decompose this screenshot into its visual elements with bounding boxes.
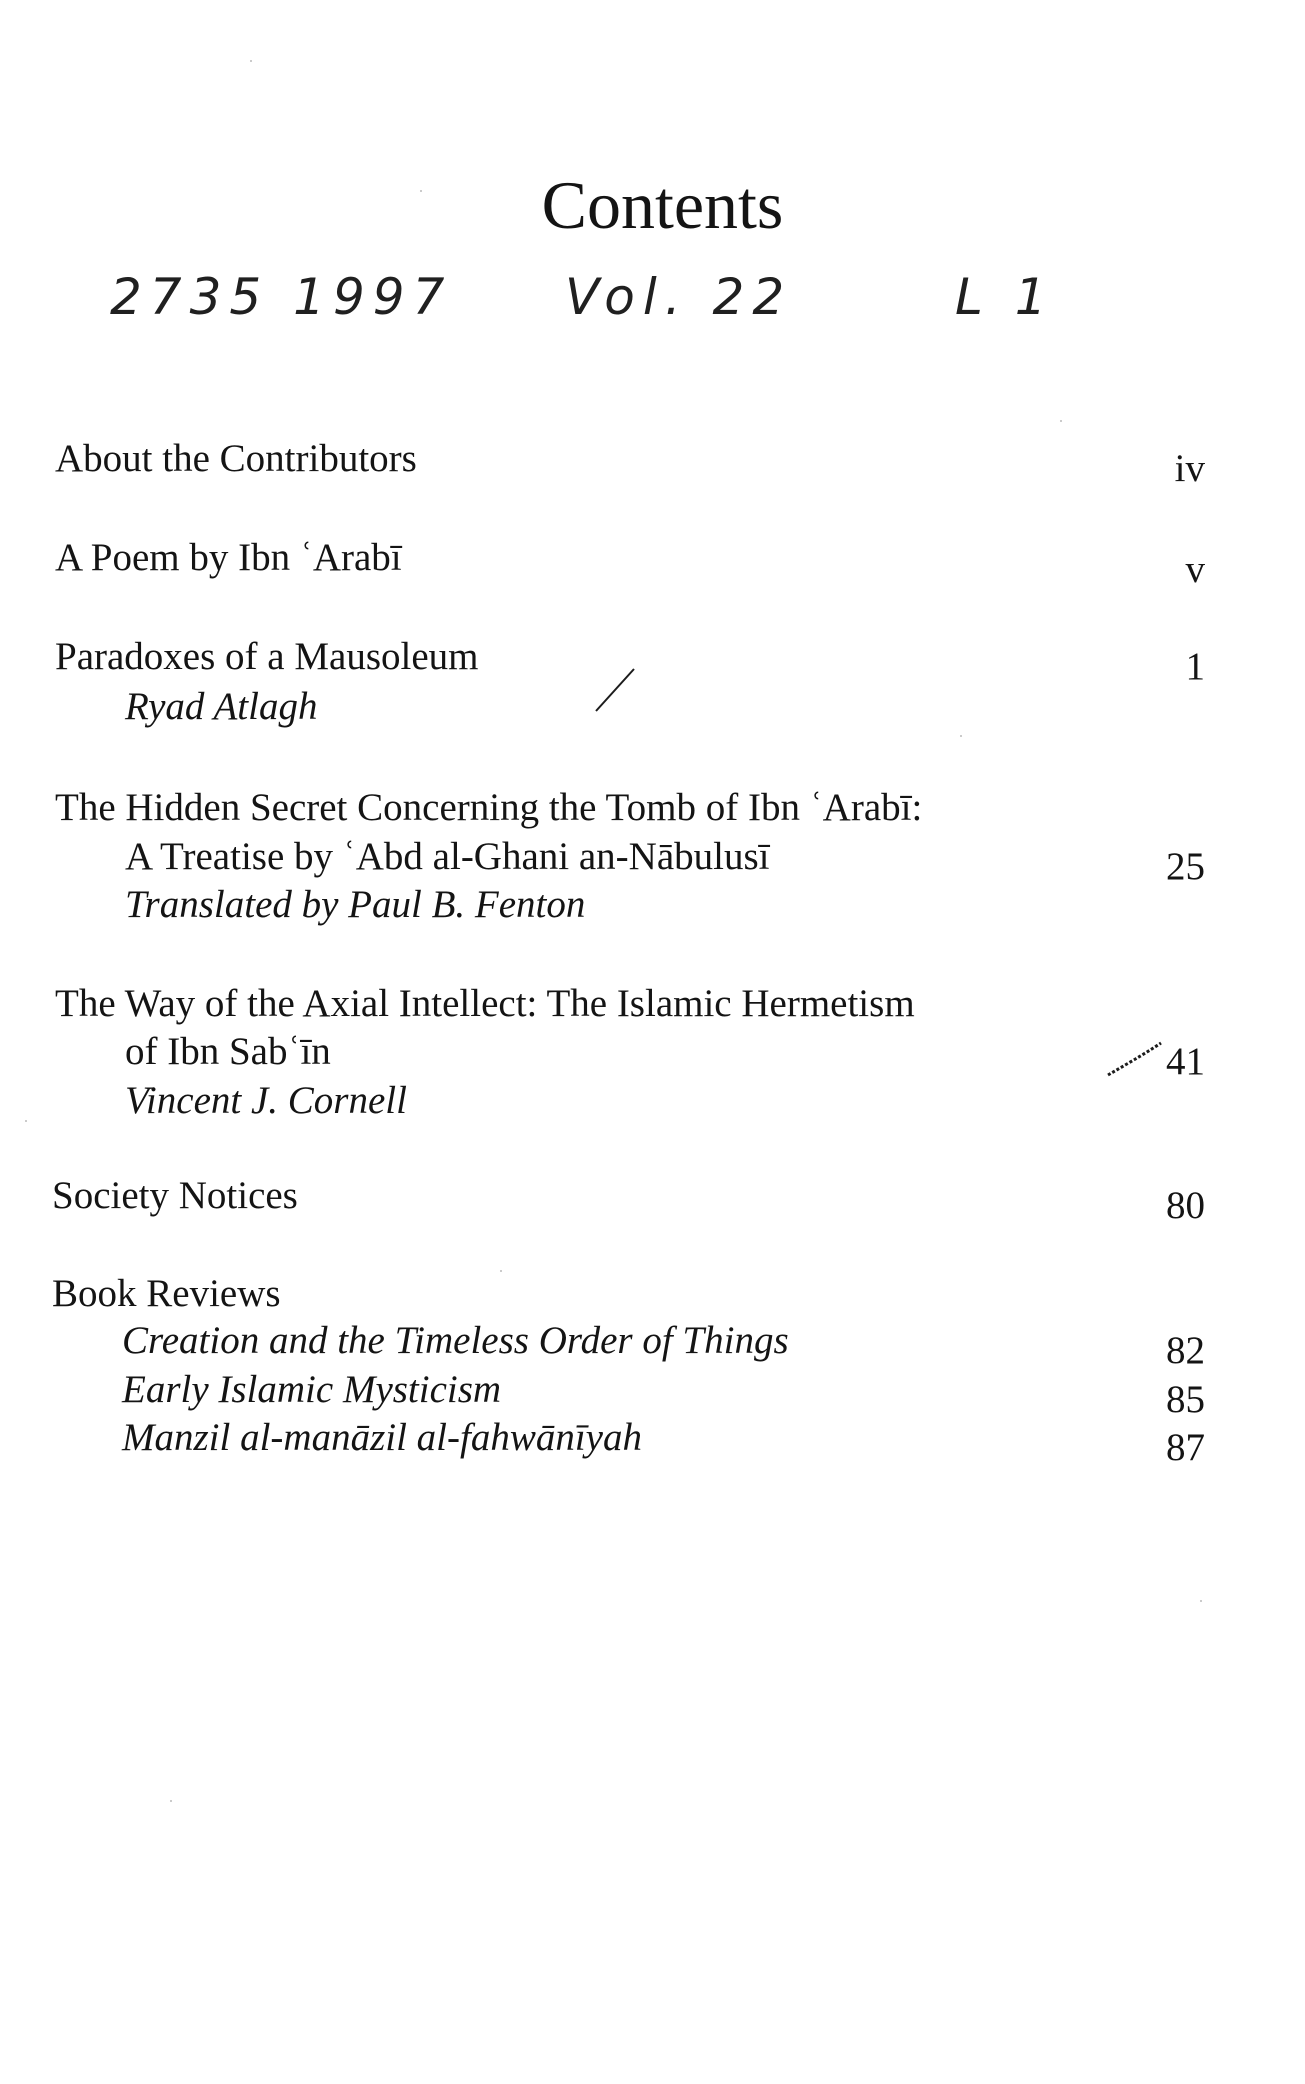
toc-entry-page: 1: [1185, 645, 1205, 688]
scan-speck: [1060, 420, 1062, 422]
toc-entry-title: Paradoxes of a Mausoleum: [55, 635, 479, 678]
review-page: 85: [1166, 1378, 1205, 1421]
handwritten-annotation: [110, 268, 1110, 348]
toc-entry-title-line1: The Hidden Secret Concerning the Tomb of Ibn ʿArabī:: [55, 786, 923, 829]
review-title: Creation and the Timeless Order of Things: [122, 1319, 789, 1362]
toc-entry-title-line2: of Ibn Sabʿīn: [125, 1030, 331, 1073]
scan-speck: [500, 1270, 502, 1272]
handwritten-volume: Vol. 22: [565, 268, 793, 326]
toc-entry-title-line2: A Treatise by ʿAbd al-Ghani an-Nābulusī: [125, 835, 770, 878]
scan-speck: [420, 190, 422, 192]
scan-speck: [250, 60, 252, 62]
review-title: Early Islamic Mysticism: [122, 1368, 502, 1411]
toc-entry-author: Ryad Atlagh: [125, 685, 318, 728]
scan-speck: [1200, 1600, 1202, 1602]
toc-entry-page: iv: [1174, 447, 1205, 490]
toc-entry-title-line1: The Way of the Axial Intellect: The Islamic Hermetism: [55, 982, 915, 1025]
pen-tick-mark: [590, 665, 640, 715]
handwritten-label: L 1: [955, 268, 1055, 326]
toc-entry-title: Book Reviews: [52, 1272, 281, 1315]
handwritten-shelf-number: 2735 1997: [110, 268, 453, 326]
scan-speck: [25, 1120, 27, 1122]
toc-entry-page: 41: [1166, 1040, 1205, 1083]
review-title: Manzil al-manāzil al-fahwānīyah: [122, 1416, 642, 1459]
toc-entry-page: 25: [1166, 845, 1205, 888]
review-page: 87: [1166, 1426, 1205, 1469]
scan-speck: [960, 735, 962, 737]
toc-entry-title: A Poem by Ibn ʿArabī: [55, 536, 402, 579]
toc-entry-title: Society Notices: [52, 1174, 298, 1217]
pen-tick-mark: [1105, 1035, 1165, 1080]
review-page: 82: [1166, 1329, 1205, 1372]
toc-entry-page: 80: [1166, 1184, 1205, 1227]
toc-entry-page: v: [1185, 548, 1205, 591]
toc-entry-author: Translated by Paul B. Fenton: [125, 883, 586, 926]
scan-speck: [170, 1800, 172, 1802]
toc-entry-title: About the Contributors: [55, 437, 417, 480]
page-title: Contents: [541, 167, 784, 243]
toc-entry-author: Vincent J. Cornell: [125, 1079, 407, 1122]
